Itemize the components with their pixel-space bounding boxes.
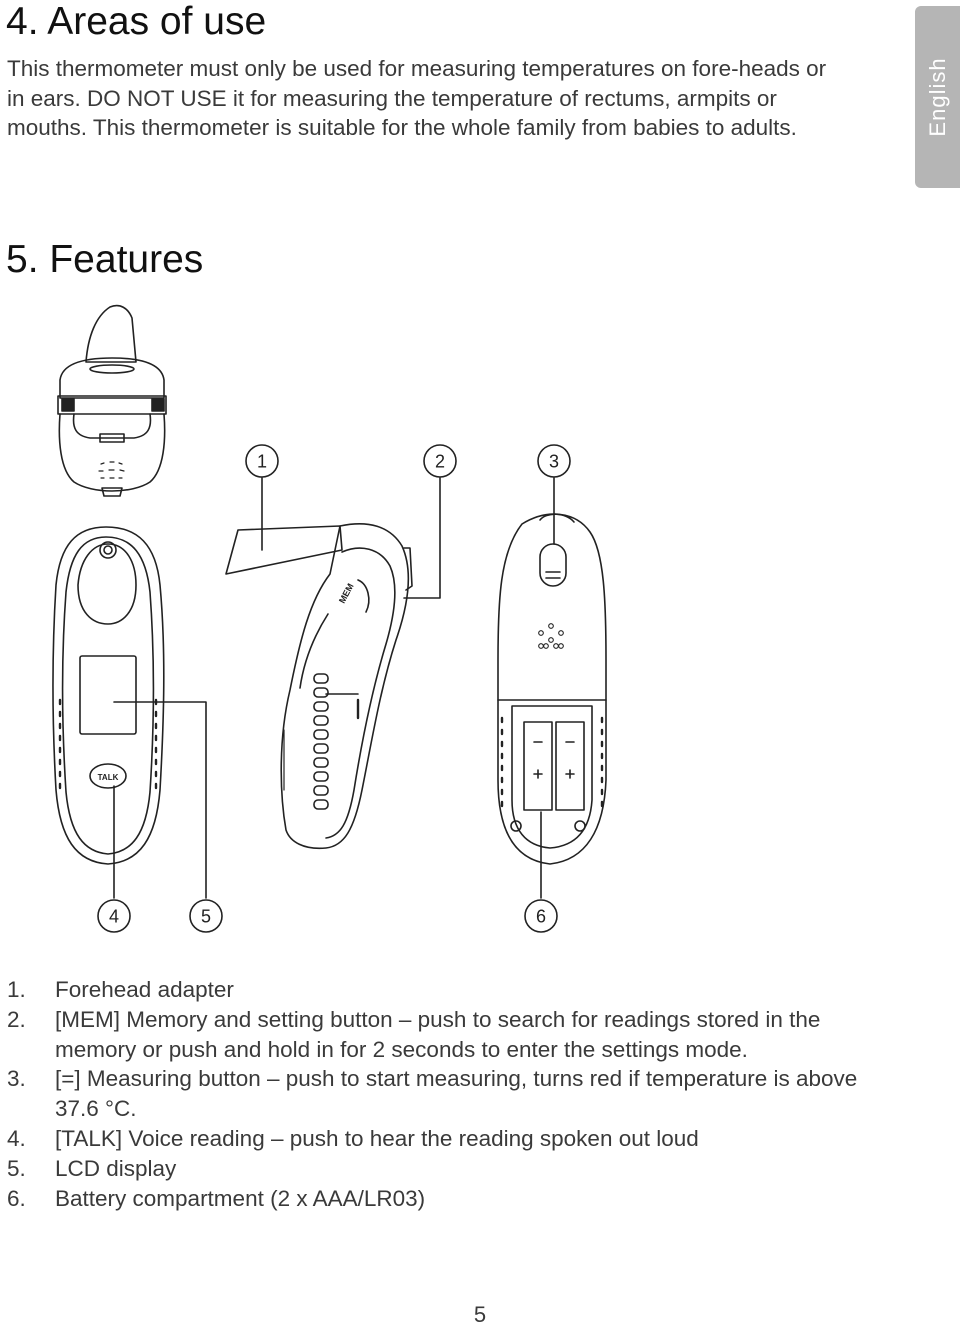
callout-4 bbox=[98, 900, 130, 932]
feature-text: LCD display bbox=[55, 1155, 177, 1181]
thermometer-back-view-illustration bbox=[498, 514, 606, 864]
callout-1-number: 1 bbox=[256, 451, 268, 472]
feature-text: [TALK] Voice reading – push to hear the reading spoken out loud bbox=[55, 1125, 699, 1151]
feature-number: 5. bbox=[7, 1155, 26, 1181]
feature-text: Forehead adapter bbox=[55, 977, 234, 1002]
callout-5-number: 5 bbox=[200, 906, 212, 927]
feature-number: 3. bbox=[7, 1066, 26, 1092]
feature-item bbox=[7, 1124, 887, 1154]
callout-6 bbox=[525, 900, 557, 932]
language-tab-label: English bbox=[924, 57, 950, 137]
thermometer-features-diagram bbox=[0, 290, 960, 950]
callout-2-number: 2 bbox=[434, 451, 446, 472]
feature-item bbox=[7, 1184, 887, 1214]
features-list bbox=[7, 975, 887, 1213]
feature-number: 2. bbox=[7, 1006, 26, 1032]
callout-1 bbox=[246, 445, 278, 477]
talk-button-label: TALK bbox=[97, 773, 119, 782]
feature-item bbox=[7, 1005, 887, 1065]
callout-5 bbox=[190, 900, 222, 932]
thermometer-top-view-illustration bbox=[58, 306, 166, 496]
feature-text: [=] Measuring button – push to start measuring, turns red if temperature is above 37.6 °C. bbox=[55, 1066, 858, 1122]
callout-6-number: 6 bbox=[535, 906, 547, 927]
callout-4-number: 4 bbox=[108, 906, 120, 927]
thermometer-front-view-illustration bbox=[53, 527, 164, 864]
feature-number: 4. bbox=[7, 1125, 26, 1151]
section-heading-features: 5. Features bbox=[6, 238, 204, 281]
section-heading-areas-of-use: 4. Areas of use bbox=[6, 0, 267, 43]
feature-number: 1. bbox=[7, 977, 26, 1002]
thermometer-side-view-illustration bbox=[226, 524, 412, 849]
areas-of-use-text: This thermometer must only be used for measuring temperatures on fore-heads or in ears. DO NOT USE it for measuring the temperature of rectums, armpits or mouths. This thermometer is suitable for the whole family from babies to adults. bbox=[7, 56, 827, 141]
feature-item bbox=[7, 1064, 887, 1124]
feature-text: Battery compartment (2 x AAA/LR03) bbox=[55, 1185, 426, 1211]
language-tab bbox=[915, 6, 960, 188]
feature-number: 6. bbox=[7, 1185, 26, 1211]
mem-button-label: MEM bbox=[336, 581, 356, 605]
feature-item bbox=[7, 975, 887, 1005]
feature-item bbox=[7, 1154, 887, 1184]
callout-2 bbox=[424, 445, 456, 477]
callout-3 bbox=[538, 445, 570, 477]
page-number: 5 bbox=[473, 1302, 487, 1327]
callout-3-number: 3 bbox=[548, 451, 560, 472]
feature-text: [MEM] Memory and setting button – push to search for readings stored in the memory or push and hold in for 2 seconds to enter the settings mode. bbox=[55, 1006, 821, 1062]
